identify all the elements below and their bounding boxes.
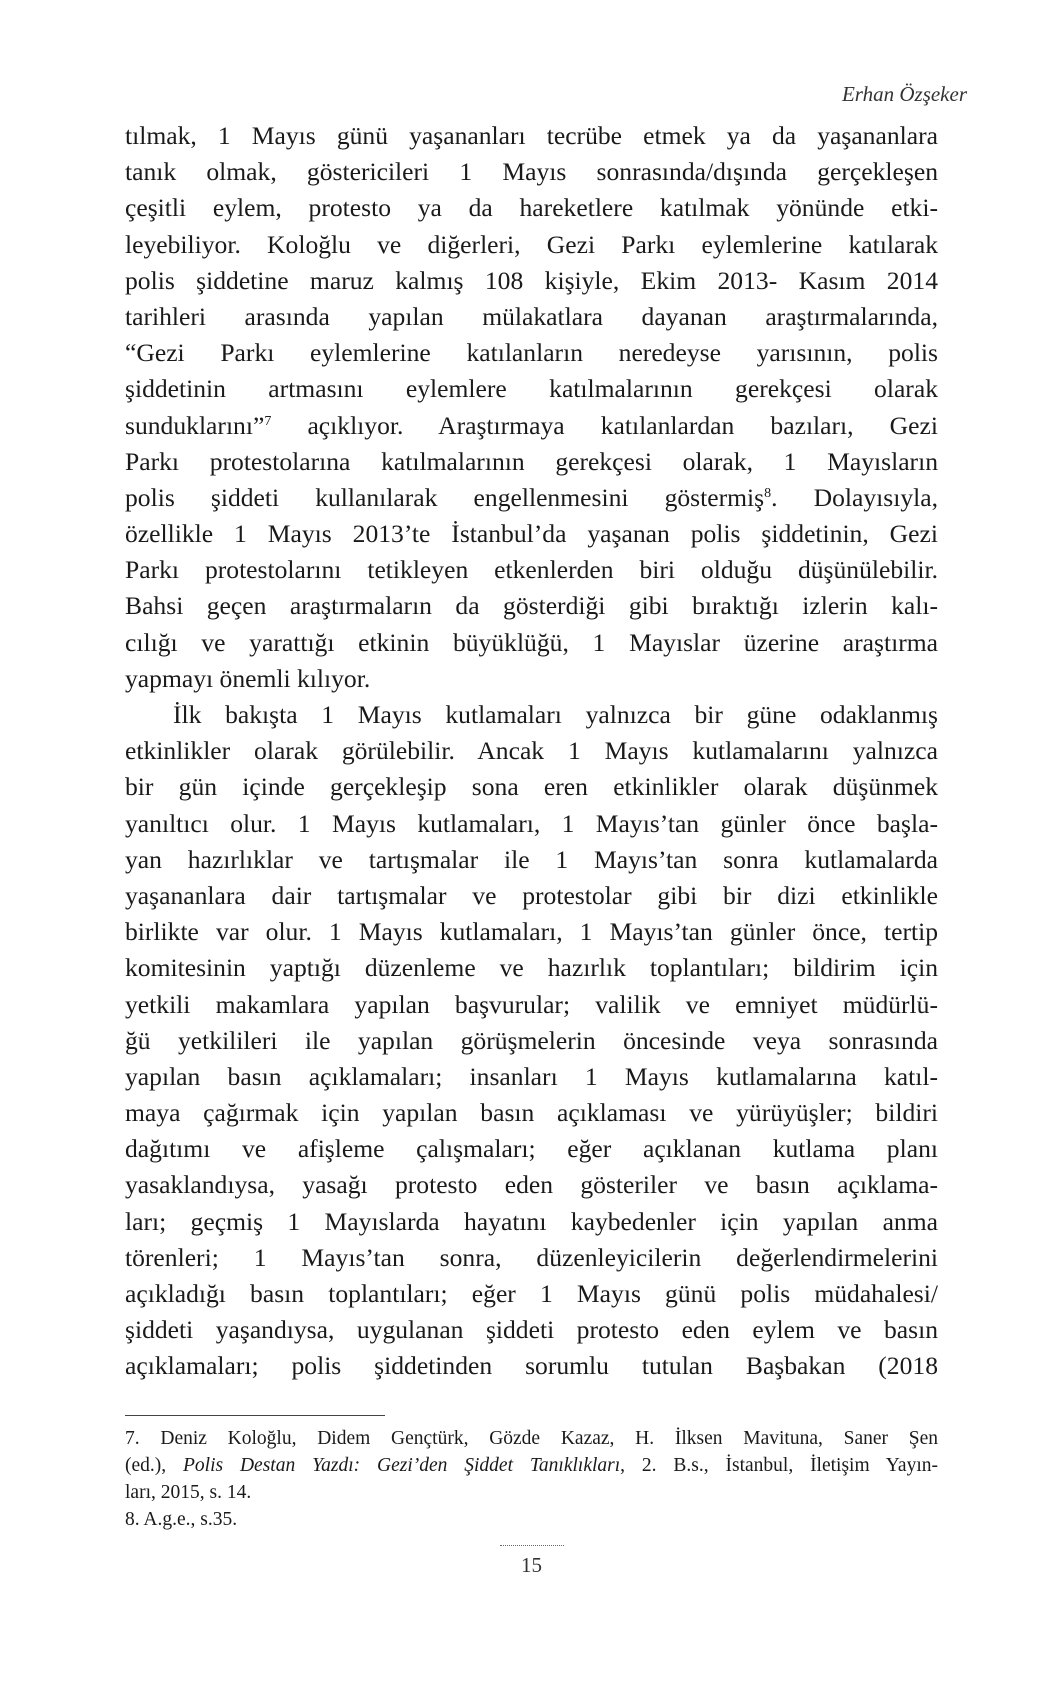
footnote-7-line: ları, 2015, s. 14. xyxy=(125,1482,252,1503)
text-line: komitesinin yaptığı düzenleme ve hazırlık toplantıları; bildirim için xyxy=(125,953,938,983)
text-line xyxy=(125,480,938,516)
text-line: yetkili makamlara yapılan başvurular; valilik ve emniyet müdürlü- xyxy=(125,989,938,1019)
footnote-7-line: 7. Deniz Koloğlu, Didem Gençtürk, Gözde Kazaz, H. İlksen Mavituna, Saner Şen xyxy=(125,1428,938,1449)
text-line: özellikle 1 Mayıs 2013’te İstanbul’da yaşanan polis şiddetinin, Gezi xyxy=(125,519,938,549)
text-line: çeşitli eylem, protesto ya da hareketlere katılmak yönünde etki- xyxy=(125,193,938,223)
text-line: tılmak, 1 Mayıs günü yaşananları tecrübe etmek ya da yaşananlara xyxy=(125,121,938,150)
text-line: şiddetinin artmasını eylemlere katılmalarının gerekçesi olarak xyxy=(125,374,938,404)
text-segment: açıklıyor. Araştırmaya katılanlardan bazıları, Gezi xyxy=(271,410,938,440)
footnote-8: 8. A.g.e., s.35. xyxy=(125,1509,238,1530)
text-segment: (ed.), xyxy=(125,1455,184,1476)
text-line: yapılan basın açıklamaları; insanları 1 Mayıs kutlamalarına katıl- xyxy=(125,1061,938,1091)
text-line: ları; geçmiş 1 Mayıslarda hayatını kaybedenler için yapılan anma xyxy=(125,1206,938,1236)
text-line: maya çağırmak için yapılan basın açıklaması ve yürüyüşler; bildiri xyxy=(125,1098,938,1128)
text-line: etkinlikler olarak görülebilir. Ancak 1 Mayıs kutlamalarını yalnızca xyxy=(125,736,938,766)
running-head-author: Erhan Özşeker xyxy=(841,82,967,106)
footnote-ref-7[interactable]: 7 xyxy=(264,413,272,429)
text-line xyxy=(125,408,938,444)
body-text xyxy=(125,118,938,1385)
text-line: Parkı protestolarını tetikleyen etkenlerden biri olduğu düşünülebilir. xyxy=(125,555,938,585)
footnote-ref-8[interactable]: 8 xyxy=(764,485,772,501)
text-line: polis şiddetine maruz kalmış 108 kişiyle, Ekim 2013- Kasım 2014 xyxy=(125,265,938,295)
page-number-rule xyxy=(500,1545,564,1546)
text-line: bir gün içinde gerçekleşip sona eren etkinlikler olarak düşünmek xyxy=(125,772,938,802)
text-line: şiddeti yaşandıysa, uygulanan şiddeti protesto eden eylem ve basın xyxy=(125,1315,938,1345)
text-line: Bahsi geçen araştırmaların da gösterdiği gibi bıraktığı izlerin kalı- xyxy=(125,591,938,621)
text-line: açıklamaları; polis şiddetinden sorumlu tutulan Başbakan (2018 xyxy=(125,1351,938,1381)
text-line: dağıtımı ve afişleme çalışmaları; eğer açıklanan kutlama planı xyxy=(125,1134,938,1164)
text-line: yan hazırlıklar ve tartışmalar ile 1 Mayıs’tan sonra kutlamalarda xyxy=(125,844,938,874)
text-line: yasaklandıysa, yasağı protesto eden gösteriler ve basın açıklama- xyxy=(125,1170,938,1200)
book-title: Polis Destan Yazdı: Gezi’den Şiddet Tanıklıkları xyxy=(183,1455,621,1476)
text-line: tanık olmak, göstericileri 1 Mayıs sonrasında/dışında gerçekleşen xyxy=(125,157,938,187)
text-line: yanıltıcı olur. 1 Mayıs kutlamaları, 1 Mayıs’tan günler önce başla- xyxy=(125,808,938,838)
footnote-divider xyxy=(125,1415,385,1416)
text-line: açıkladığı basın toplantıları; eğer 1 Mayıs günü polis müdahalesi/ xyxy=(125,1279,938,1308)
text-segment: . Dolayısıyla, xyxy=(771,482,938,512)
text-line: ğü yetkilileri ile yapılan görüşmelerin öncesinde veya sonrasında xyxy=(125,1025,938,1055)
text-line: yapmayı önemli kılıyor. xyxy=(125,663,371,693)
text-line: birlikte var olur. 1 Mayıs kutlamaları, 1 Mayıs’tan günler önce, tertip xyxy=(125,917,938,947)
text-line: İlk bakışta 1 Mayıs kutlamaları yalnızca bir güne odaklanmış xyxy=(173,700,938,729)
text-line: Parkı protestolarına katılmalarının gerekçesi olarak, 1 Mayısların xyxy=(125,446,938,476)
text-line: “Gezi Parkı eylemlerine katılanların neredeyse yarısının, polis xyxy=(125,338,938,368)
text-segment: polis şiddeti kullanılarak engellenmesini göstermiş xyxy=(125,482,765,512)
page-number: 15 xyxy=(521,1553,542,1577)
footnotes xyxy=(125,1425,938,1533)
text-segment: sunduklarını” xyxy=(125,410,265,440)
text-line: tarihleri arasında yapılan mülakatlara dayanan araştırmalarında, xyxy=(125,301,938,331)
text-line: törenleri; 1 Mayıs’tan sonra, düzenleyicilerin değerlendirmelerini xyxy=(125,1242,938,1272)
text-line: cılığı ve yarattığı etkinin büyüklüğü, 1 Mayıslar üzerine araştırma xyxy=(125,627,938,657)
footnote-7-line xyxy=(125,1452,938,1479)
text-line: yaşananlara dair tartışmalar ve protestolar gibi bir dizi etkinlikle xyxy=(125,880,938,910)
text-line: leyebiliyor. Koloğlu ve diğerleri, Gezi Parkı eylemlerine katılarak xyxy=(125,229,938,259)
text-segment: , 2. B.s., İstanbul, İletişim Yayın- xyxy=(620,1455,938,1476)
